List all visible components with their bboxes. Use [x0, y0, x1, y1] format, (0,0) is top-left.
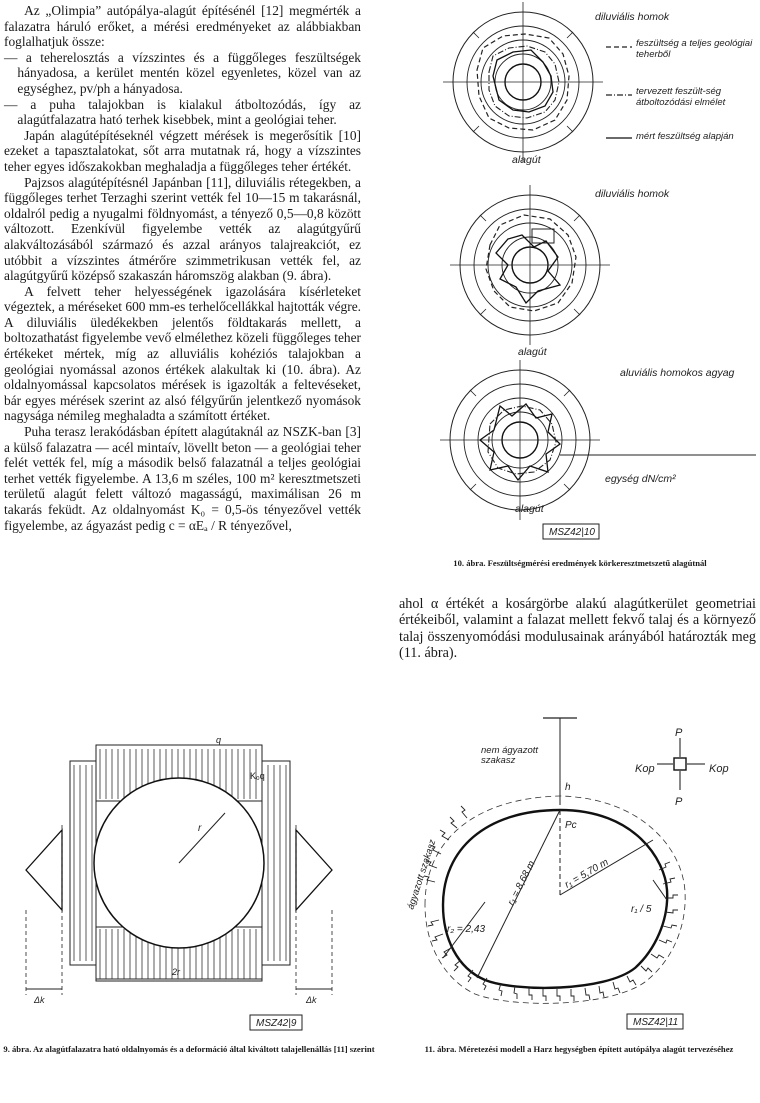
list-item: — a puha talajokban is kialakul átboltozódás, így az alagútfalazatra ható terhek kisebbek, mint a geológiai teher. [4, 96, 361, 128]
stress-diagram-panel-2 [450, 185, 610, 345]
label-p-bottom: P [675, 796, 683, 808]
label-r1-570: r₁ = 5,70 m [563, 856, 611, 891]
figure-9-caption: 9. ábra. Az alagútfalazatra ható oldalnyomás és a deformáció által kiváltott talajellenállás [11] szerint [3, 1044, 375, 1054]
label-not-bedded: nem ágyazott szakasz [481, 746, 539, 766]
label-kq: K₀q [250, 771, 265, 781]
label-kop-right: Kop [709, 763, 729, 775]
label-r1-868: r₁ = 8,68 m [505, 859, 538, 908]
label-dk-right: Δk [306, 995, 317, 1005]
force-symbol [657, 738, 705, 790]
list-item: — a teherelosztás a vízszintes és a függőleges feszültségek hányadosa, a kerület mentén közel egyenletes, közel van az egységhez, pv/ph a hányadosa. [4, 49, 361, 96]
panel-1-center-label: alagút [512, 154, 541, 166]
stress-diagram-panel-1 [443, 2, 603, 162]
label-pc: Pc [565, 820, 577, 831]
right-text-column [399, 596, 756, 662]
left-text-column [4, 3, 361, 533]
figure-11-design-model [395, 710, 760, 1035]
panel-1-soil-label: diluviális homok [595, 11, 670, 23]
paragraph: Pajzsos alagútépítésnél Japánban [11], diluviális rétegekben, a függőleges terhet Terzaghi szerint vették fel 10—15 m takarásnál, oldalról pedig a nyugalmi földnyomást, a tényező 0,5—0,8 között változott. Ezenkívül figyelembe vették az alagútgyűrű alakváltozásából származó és azzal arányos talajreakciót, ez utóbbit a vízszintes átmérőre szimmetrikusan vették fel, az alagútgyűrű középső szakaszán háromszög alakban (9. ábra). [4, 174, 361, 284]
label-h: h [565, 782, 571, 793]
label-r2: r₂ = 2,43 [447, 924, 486, 935]
legend-item-arching-theory: tervezett feszült-ség átboltozódási elmélet [636, 86, 726, 108]
legend-item-measured: mért feszültség alapján [636, 131, 734, 142]
figure-10-stamp [543, 524, 599, 539]
paragraph: ahol α értékét a kosárgörbe alakú alagútkerület geometriai értékeiből, valamint a falazat mellett fekvő talaj és a környező talaj összenyomódási modulusainak arányából határozták meg (11. ábra). [399, 596, 756, 662]
tunnel-profile [443, 810, 667, 988]
panel-2-center-label: alagút [518, 346, 547, 358]
left-soil-reaction-triangle [26, 830, 62, 910]
label-dk-left: Δk [34, 995, 45, 1005]
paragraph: Puha terasz lerakódásban épített alagútaknál az NSZK-ban [3] a külső falazatra — acél mintaív, lövellt beton — a geológiai teher felét vették fel, míg a második belső falazatnál a teljes geológiai terhet vették figyelembe. A 13,6 m széles, 100 m² keresztmetszeti területű alagút felett változó magasságú, maximálisan 26 m takarás feküdt. Az oldalnyomást K₀ = 0,5-ös tényezővel vették figyelembe, az ágyazást pedig c = αEₐ / R tényezővel, [4, 424, 361, 533]
panel-2-soil-label: diluviális homok [595, 188, 670, 200]
label-r: r [198, 823, 202, 834]
panel-3-unit-label: egység dN/cm² [605, 473, 676, 485]
figure-11-stamp [627, 1014, 683, 1029]
stress-diagram-panel-3 [440, 360, 600, 520]
label-q: q [216, 735, 222, 745]
label-p-top: P [675, 727, 683, 739]
label-kop-left: Kop [635, 763, 655, 775]
figure-9-stamp [250, 1015, 302, 1030]
svg-text:MSZ42|10: MSZ42|10 [549, 527, 595, 538]
label-bedded-section: ágyazott szakasz [405, 838, 439, 911]
figure-10-caption: 10. ábra. Feszültségmérési eredmények körkeresztmetszetű alagútnál [453, 558, 707, 568]
label-2r: 2r [172, 967, 181, 977]
figure-10-stress-diagrams [400, 0, 760, 545]
figure-11-caption: 11. ábra. Méretezési modell a Harz hegységben épített autópálya alagút tervezéséhez [424, 1044, 734, 1054]
figure-9-load-diagram [0, 735, 390, 1035]
panel-3-soil-label: aluviális homokos agyag [620, 367, 735, 379]
svg-text:MSZ42|9: MSZ42|9 [256, 1018, 297, 1029]
legend-item-total-geologic: feszültség a teljes geológiai teherből [636, 38, 753, 60]
paragraph: A felvett teher helyességének igazolására kísérleteket végeztek, a méréseket 600 mm-es terhelőcellákkal hajtották végre. A diluviális üledékekben jelentős földtakarás mellett, a boltozathatást figyelembe vevő elmélethez közeli függőleges teher értékeket mértek, míg az alluviális kohéziós talajokban a geológiai nyomással azonos értékek alakultak ki (10. ábra). Az oldalnyomással kapcsolatos mérések is igazolták a feltevéseket, bár egyes mérések szerint az alsó félgyűrűn jelentkező nyomások nagysága némileg meghaladta a számított értéket. [4, 283, 361, 424]
paragraph: Japán alagútépítéseknél végzett mérések is megerősítik [10] ezeket a tapasztalatokat, sőt arra mutatnak rá, hogy a vízszintes teher egyes időszakokban meghaladja a függőleges teher értékét. [4, 127, 361, 174]
figure-10-legend [606, 38, 756, 161]
panel-3-center-label: alagút [515, 503, 544, 515]
right-soil-reaction-triangle [296, 830, 332, 910]
paragraph: Az „Olimpia” autópálya-alagút építésénél [12] megmérték a falazatra háruló erőket, a mérési eredményeket az alábbiakban foglalhatjuk össze: [4, 3, 361, 50]
label-r1-over-5: r₁ / 5 [631, 904, 652, 915]
svg-text:MSZ42|11: MSZ42|11 [633, 1017, 679, 1028]
